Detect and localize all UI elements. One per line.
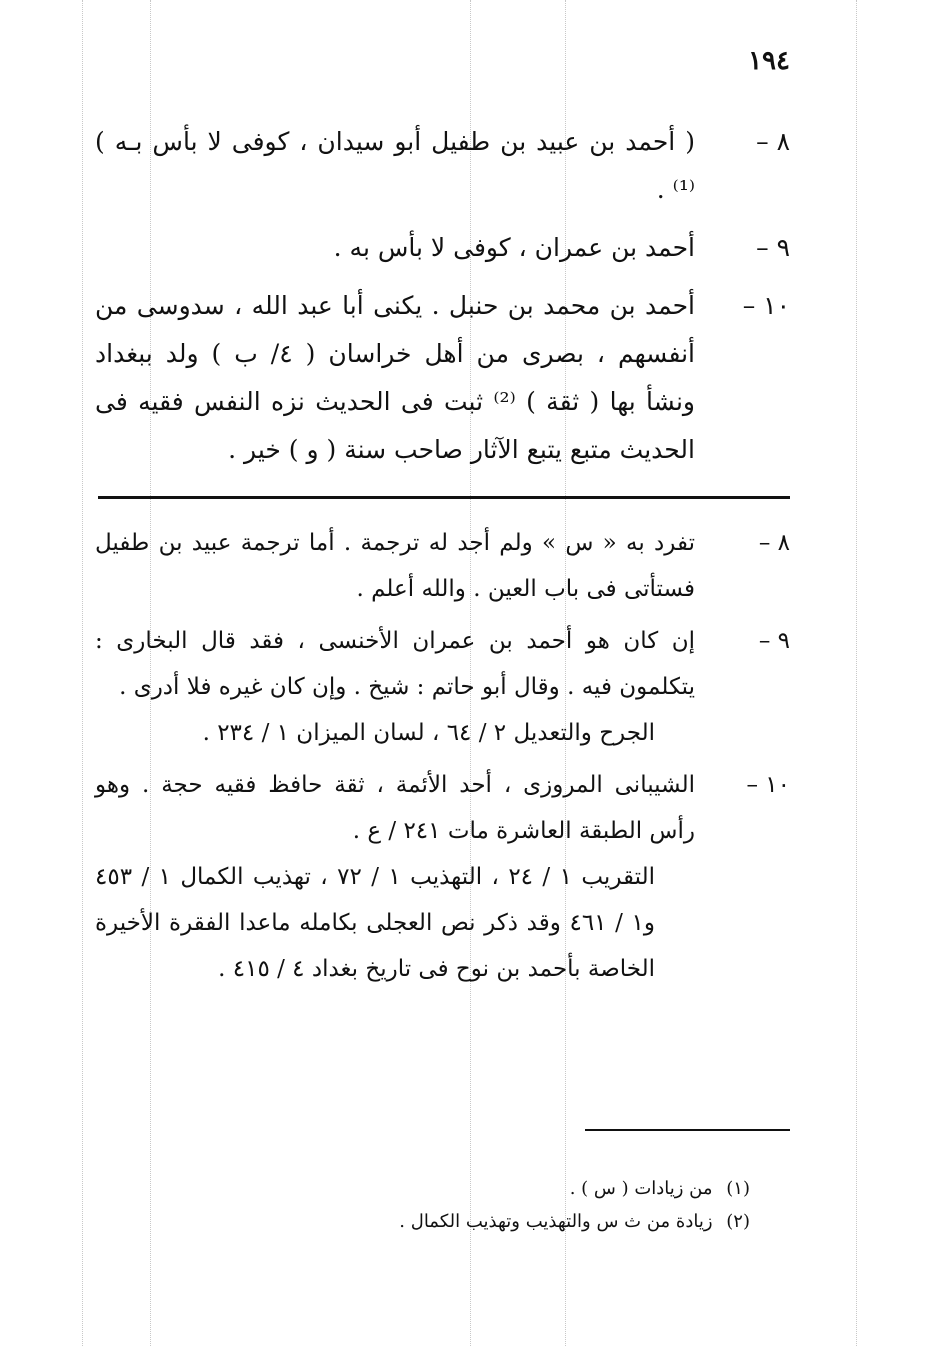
footnote-number: (٢) bbox=[726, 1211, 750, 1232]
entry-8 bbox=[95, 118, 790, 214]
page-number: ١٩٤ bbox=[748, 46, 790, 76]
entry-10 bbox=[95, 282, 790, 474]
footnote-1 bbox=[200, 1172, 750, 1205]
note-9 bbox=[95, 618, 790, 756]
note-body bbox=[95, 520, 695, 612]
footnote-number: (١) bbox=[726, 1178, 750, 1199]
commentary-notes bbox=[95, 520, 790, 998]
note-reference: التقريب ١ / ٢٤ ، التهذيب ١ / ٧٢ ، تهذيب الكمال ١ / ٤٥٣ و١ / ٤٦١ وقد ذكر نص العجلى بكامله ماعدا الفقرة الأخيرة الخاصة بأحمد بن نوح فى تاريخ بغداد ٤ / ٤١٥ . bbox=[95, 864, 655, 982]
entry-number: ٩ – bbox=[756, 233, 790, 262]
note-text: تفرد به « س » ولم أجد له ترجمة . أما ترجمة عبيد بن طفيل فستأتى فى باب العين . والله أعلم . bbox=[95, 530, 695, 602]
scan-guide-line bbox=[82, 0, 83, 1346]
note-body bbox=[95, 618, 695, 756]
entry-text: ( أحمد بن عبيد بن طفيل أبو سيدان ، كوفى لا بأس بـه ) ⁽¹⁾ . bbox=[95, 127, 695, 204]
footnote-text: زيادة من ث س والتهذيب وتهذيب الكمال . bbox=[399, 1211, 713, 1232]
section-divider bbox=[98, 496, 790, 499]
note-number: ٩ – bbox=[758, 628, 790, 654]
note-10 bbox=[95, 762, 790, 992]
note-text: إن كان هو أحمد بن عمران الأخنسى ، فقد قال البخارى : يتكلمون فيه . وقال أبو حاتم : شيخ . وإن كان غيره فلا أدرى . bbox=[95, 628, 695, 700]
entry-text: أحمد بن محمد بن حنبل . يكنى أبا عبد الله ، سدوسى من أنفسهم ، بصرى من أهل خراسان ( ٤/ ب ) ولد ببغداد ونشأ بها ( ثقة ) ⁽²⁾ ثبت فى الحديث نزه النفس فقيه فى الحديث متبع يتبع الآثار صاحب سنة ( و ) خير . bbox=[95, 291, 696, 464]
note-number: ٨ – bbox=[758, 530, 790, 556]
footnote-text: من زيادات ( س ) . bbox=[569, 1178, 713, 1199]
entry-9 bbox=[95, 224, 790, 272]
footnote-divider bbox=[585, 1129, 790, 1131]
note-number: ١٠ – bbox=[746, 772, 790, 798]
footnote-2 bbox=[200, 1205, 750, 1238]
main-text bbox=[95, 118, 790, 484]
entry-number: ١٠ – bbox=[742, 291, 790, 320]
note-8 bbox=[95, 520, 790, 612]
entry-number: ٨ – bbox=[756, 127, 790, 156]
footnotes bbox=[200, 1172, 750, 1238]
note-reference: الجرح والتعديل ٢ / ٦٤ ، لسان الميزان ١ / ٢٣٤ . bbox=[202, 720, 655, 746]
scan-guide-line bbox=[856, 0, 857, 1346]
note-body bbox=[95, 762, 695, 992]
note-text: الشيبانى المروزى ، أحد الأئمة ، ثقة حافظ فقيه حجة . وهو رأس الطبقة العاشرة مات ٢٤١ / ع . bbox=[95, 772, 695, 844]
entry-text: أحمد بن عمران ، كوفى لا بأس به . bbox=[333, 233, 695, 262]
